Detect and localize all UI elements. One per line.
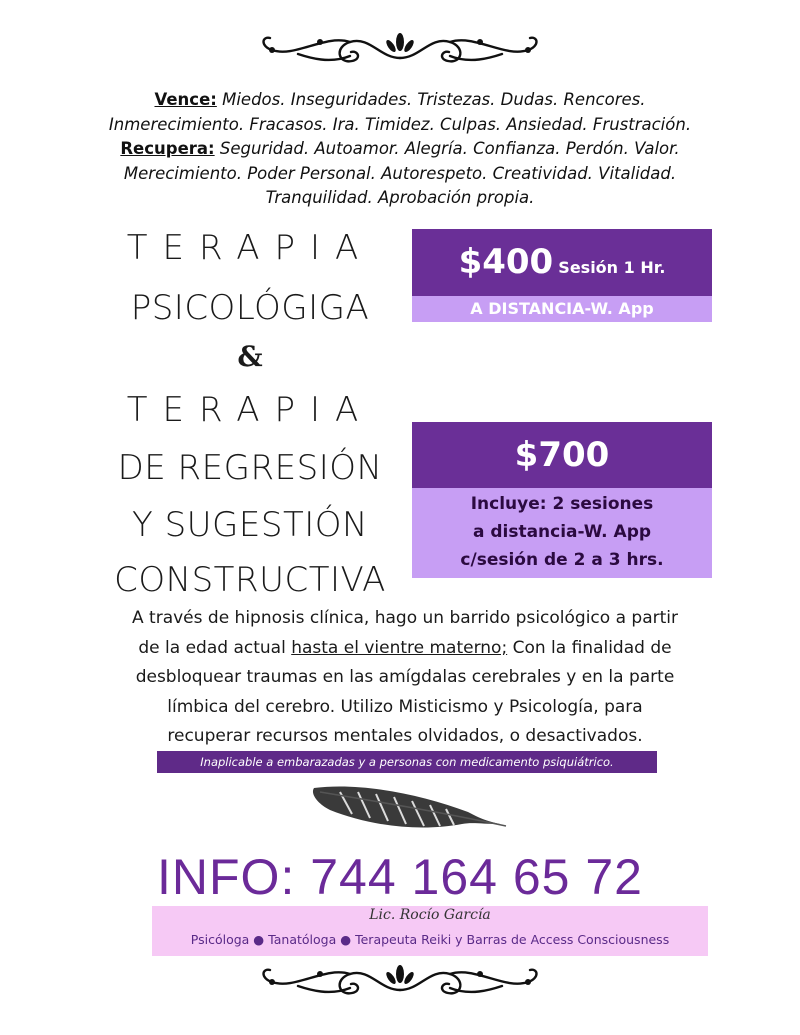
price-400-unit: Sesión 1 Hr. bbox=[558, 258, 666, 277]
vence-text-1: Miedos. Inseguridades. Tristezas. Dudas. Rencores. bbox=[216, 90, 646, 109]
description-line5: recuperar recursos mentales olvidados, o desactivados. bbox=[167, 726, 643, 746]
title-ampersand: & bbox=[237, 340, 263, 373]
title-constructiva: CONSTRUCTIVA bbox=[114, 560, 386, 600]
price-box-700 bbox=[412, 422, 712, 578]
vence-label: Vence: bbox=[154, 90, 217, 109]
vence-text-2: Inmerecimiento. Fracasos. Ira. Timidez. Culpas. Ansiedad. Frustración. bbox=[108, 114, 692, 134]
price-700-amount: $700 bbox=[412, 422, 712, 488]
flourish-ornament-top-icon bbox=[0, 28, 800, 74]
title-terapia-1: TERAPIA bbox=[126, 228, 374, 268]
title-psicologica: PSICOLÓGIGA bbox=[130, 288, 370, 328]
price-400-amount: $400 bbox=[458, 242, 554, 282]
description-line2-underline: hasta el vientre materno; bbox=[291, 637, 508, 658]
recupera-text-2: Merecimiento. Poder Personal. Autorespeto. Creatividad. Vitalidad. bbox=[123, 163, 677, 183]
warning-banner: Inaplicable a embarazadas y a personas con medicamento psiquiátrico. bbox=[157, 751, 657, 773]
title-sugestion: Y SUGESTIÓN bbox=[132, 505, 368, 545]
recupera-text-1: Seguridad. Autoamor. Alegría. Confianza. Perdón. Valor. bbox=[214, 139, 680, 158]
recupera-label: Recupera: bbox=[120, 139, 215, 158]
price-700-line1: Incluye: 2 sesiones bbox=[470, 494, 654, 514]
description-line3: desbloquear traumas en las amígdalas cerebrales y en la parte bbox=[135, 667, 675, 687]
price-box-400 bbox=[412, 229, 712, 322]
footer-name: Lic. Rocío García bbox=[369, 907, 491, 923]
feather-icon bbox=[300, 780, 510, 850]
description-line4: límbica del cerebro. Utilizo Misticismo y Psicología, para bbox=[167, 696, 643, 717]
price-400-detail: A DISTANCIA-W. App bbox=[412, 296, 712, 322]
title-terapia-2: TERAPIA bbox=[126, 390, 374, 430]
footer-roles: Psicóloga ● Tanatóloga ● Terapeuta Reiki y Barras de Access Consciousness bbox=[190, 932, 670, 947]
info-phone: INFO: 744 164 65 72 bbox=[157, 849, 643, 905]
intro-text bbox=[40, 88, 760, 211]
price-700-line3: c/sesión de 2 a 3 hrs. bbox=[460, 550, 664, 570]
price-700-line2: a distancia-W. App bbox=[472, 522, 652, 542]
title-regresion: DE REGRESIÓN bbox=[117, 448, 383, 488]
recupera-text-3: Tranquilidad. Aprobación propia. bbox=[265, 188, 535, 207]
description-line1: A través de hipnosis clínica, hago un barrido psicológico a partir bbox=[132, 608, 678, 628]
description-line2b: Con la finalidad de bbox=[507, 637, 672, 658]
flourish-ornament-bottom-icon bbox=[0, 960, 800, 1006]
description-line2a: de la edad actual bbox=[138, 637, 292, 658]
description bbox=[100, 604, 710, 752]
